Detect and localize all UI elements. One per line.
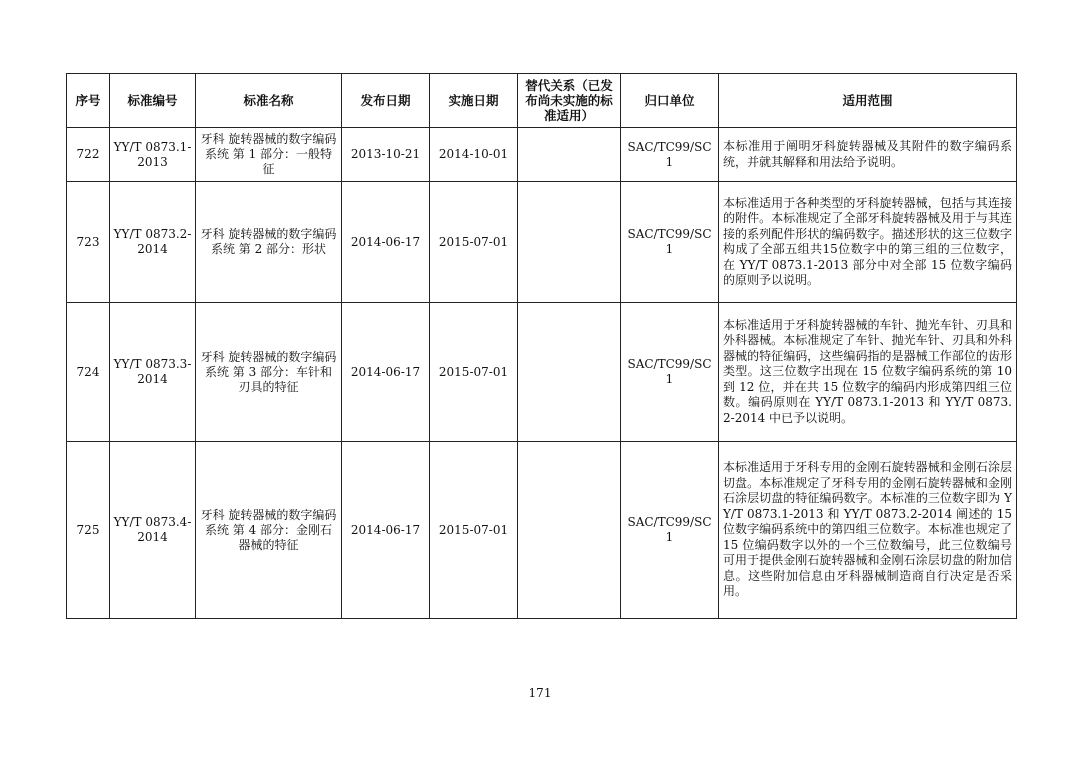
cell-publish-date: 2014-06-17: [342, 442, 430, 619]
cell-replacement: [518, 182, 621, 303]
header-scope: 适用范围: [719, 74, 1017, 128]
cell-name: 牙科 旋转器械的数字编码系统 第 4 部分：金刚石器械的特征: [196, 442, 342, 619]
cell-unit: SAC/TC99/SC1: [621, 442, 719, 619]
cell-effective-date: 2014-10-01: [430, 128, 518, 182]
cell-code: YY/T 0873.3-2014: [110, 303, 196, 442]
cell-publish-date: 2014-06-17: [342, 182, 430, 303]
cell-scope: 本标准适用于各种类型的牙科旋转器械，包括与其连接的附件。本标准规定了全部牙科旋转器械及用于与其连接的系列配件形状的编码数字。描述形状的这三位数字构成了全部五组共15位数字中的第三组的三位数字，在 YY/T 0873.1-2013 部分中对全部 15 位数字编码的原则予以说明。: [719, 182, 1017, 303]
cell-unit: SAC/TC99/SC1: [621, 303, 719, 442]
cell-scope: 本标准适用于牙科专用的金刚石旋转器械和金刚石涂层切盘。本标准规定了牙科专用的金刚石旋转器械和金刚石涂层切盘的特征编码数字。本标准的三位数字即为 YY/T 0873.1-2013 和 YY/T 0873.2-2014 阐述的 15 位数字编码系统中的第四组三位数字。本标准也规定了 15 位编码数字以外的一个三位数编号，此三位数编号可用于提供金刚石旋转器械和金刚石涂层切盘的附加信息。这些附加信息由牙科器械制造商自行决定是否采用。: [719, 442, 1017, 619]
table-row: [67, 442, 1017, 619]
header-code: 标准编号: [110, 74, 196, 128]
header-no: 序号: [67, 74, 110, 128]
cell-name: 牙科 旋转器械的数字编码系统 第 1 部分：一般特征: [196, 128, 342, 182]
cell-replacement: [518, 128, 621, 182]
cell-no: 724: [67, 303, 110, 442]
cell-no: 723: [67, 182, 110, 303]
header-replacement: 替代关系（已发布尚未实施的标准适用）: [518, 74, 621, 128]
cell-code: YY/T 0873.4-2014: [110, 442, 196, 619]
cell-code: YY/T 0873.1-2013: [110, 128, 196, 182]
header-publish-date: 发布日期: [342, 74, 430, 128]
cell-unit: SAC/TC99/SC1: [621, 182, 719, 303]
header-effective-date: 实施日期: [430, 74, 518, 128]
header-name: 标准名称: [196, 74, 342, 128]
cell-no: 725: [67, 442, 110, 619]
page-number: 171: [528, 686, 552, 700]
table-row: [67, 303, 1017, 442]
cell-publish-date: 2013-10-21: [342, 128, 430, 182]
standards-table: [66, 73, 1017, 619]
cell-name: 牙科 旋转器械的数字编码系统 第 3 部分：车针和刃具的特征: [196, 303, 342, 442]
cell-replacement: [518, 303, 621, 442]
cell-code: YY/T 0873.2-2014: [110, 182, 196, 303]
cell-name: 牙科 旋转器械的数字编码系统 第 2 部分：形状: [196, 182, 342, 303]
cell-replacement: [518, 442, 621, 619]
table-header-row: [67, 74, 1017, 128]
cell-scope: 本标准用于阐明牙科旋转器械及其附件的数字编码系统，并就其解释和用法给予说明。: [719, 128, 1017, 182]
cell-no: 722: [67, 128, 110, 182]
cell-effective-date: 2015-07-01: [430, 182, 518, 303]
table-row: [67, 182, 1017, 303]
cell-scope: 本标准适用于牙科旋转器械的车针、抛光车针、刃具和外科器械。本标准规定了车针、抛光车针、刃具和外科器械的特征编码，这些编码指的是器械工作部位的齿形类型。这三位数字出现在 15 位数字编码系统的第 10 到 12 位，并在共 15 位数字的编码内形成第四组三位数。编码原则在 YY/T 0873.1-2013 和 YY/T 0873.2-2014 中已予以说明。: [719, 303, 1017, 442]
header-unit: 归口单位: [621, 74, 719, 128]
cell-effective-date: 2015-07-01: [430, 442, 518, 619]
cell-effective-date: 2015-07-01: [430, 303, 518, 442]
cell-publish-date: 2014-06-17: [342, 303, 430, 442]
cell-unit: SAC/TC99/SC1: [621, 128, 719, 182]
table-row: [67, 128, 1017, 182]
